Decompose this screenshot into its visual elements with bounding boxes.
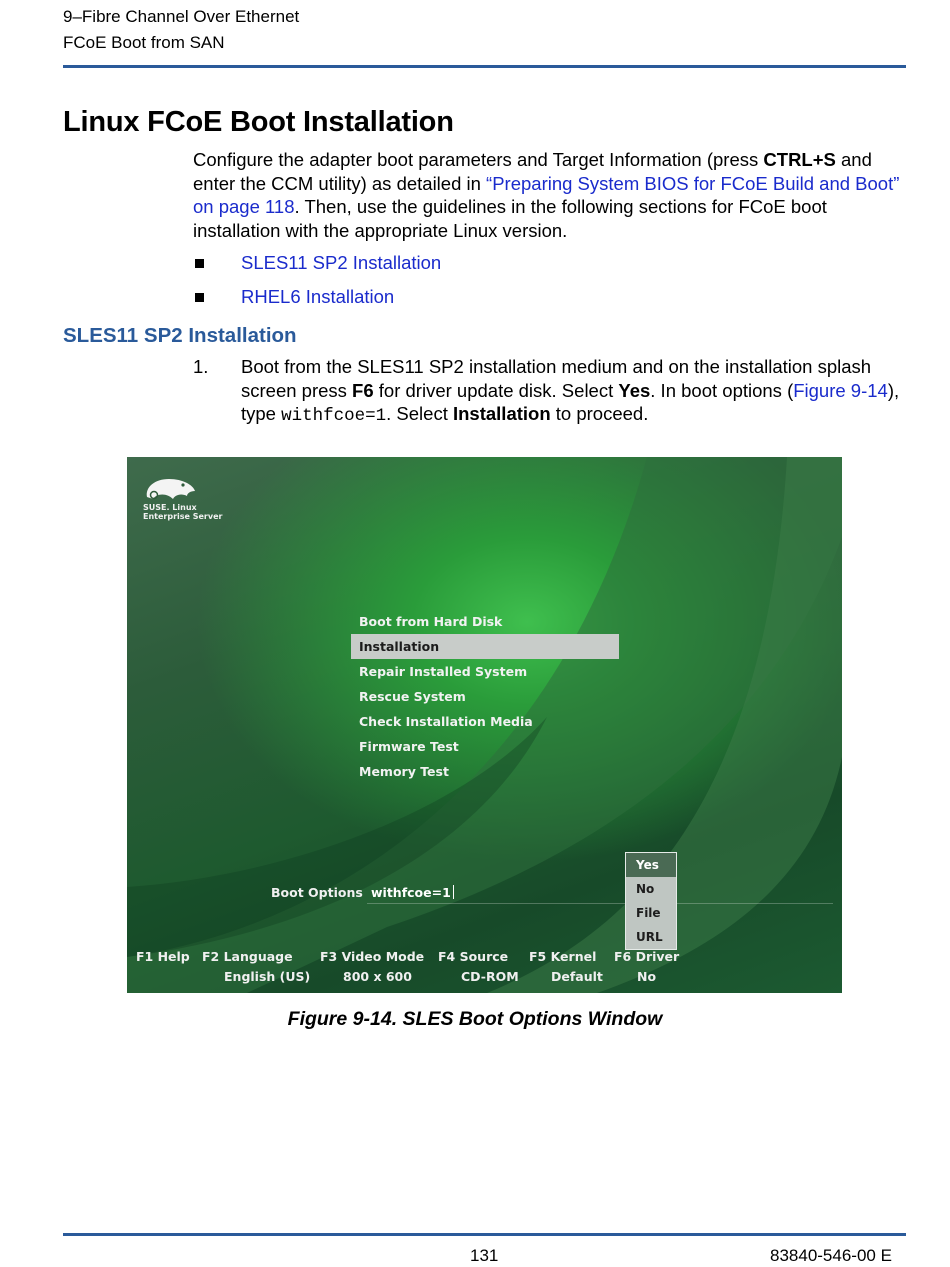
yes-term: Yes	[618, 379, 651, 401]
bullet-square-icon	[195, 293, 204, 302]
dropdown-option-url[interactable]: URL	[636, 930, 663, 944]
dropdown-option-file[interactable]: File	[636, 906, 661, 920]
step-text-run: Boot from the SLES11 SP2 installation medium and on the installation splash screen press	[241, 356, 872, 401]
step-text-run: for driver update disk. Select	[373, 379, 619, 401]
intro-text: . Then, use the guidelines in the following sections for FCoE boot installation with the appropriate Linux version.	[193, 196, 827, 241]
intro-paragraph	[193, 148, 908, 242]
step-text-run: . Select	[386, 403, 453, 424]
header-rule	[63, 65, 906, 68]
header-section: FCoE Boot from SAN	[63, 33, 225, 52]
menu-item-firmware-test[interactable]: Firmware Test	[359, 739, 459, 754]
boot-options-underline	[367, 903, 833, 904]
step-text-run: . In boot options (	[650, 379, 794, 401]
logo-line: SUSE. Linux	[143, 503, 197, 512]
footer-rule	[63, 1233, 906, 1236]
f6-driver-key[interactable]: F6 Driver	[614, 949, 680, 964]
dropdown-option-yes[interactable]: Yes	[626, 853, 676, 877]
suse-logo-text	[143, 503, 222, 521]
chameleon-logo-icon	[143, 475, 199, 503]
bullet-square-icon	[195, 259, 204, 268]
f5-kernel-value: Default	[551, 969, 603, 984]
f2-language-value: English (US)	[224, 969, 311, 984]
page-number: 131	[470, 1246, 499, 1265]
step-number: 1.	[193, 356, 209, 377]
bios-preparation-link[interactable]: “Preparing System BIOS for FCoE Build and Boot” on page 118	[193, 172, 900, 217]
f4-source-value: CD-ROM	[461, 969, 519, 984]
ctrl-s-key: CTRL+S	[763, 149, 836, 170]
intro-text: Configure the adapter boot parameters and Target Information (press	[193, 149, 764, 170]
f5-kernel-key[interactable]: F5 Kernel	[529, 949, 597, 964]
boot-menu	[351, 609, 619, 784]
section-heading: SLES11 SP2 Installation	[63, 324, 297, 347]
logo-line: Enterprise Server	[143, 512, 223, 521]
document-id: 83840-546-00 E	[770, 1246, 892, 1265]
intro-text: and enter the CCM utility) as detailed in	[193, 149, 872, 194]
menu-item-boot-hard-disk[interactable]: Boot from Hard Disk	[359, 614, 503, 629]
sles-installation-link[interactable]: SLES11 SP2 Installation	[241, 252, 442, 273]
figure-link[interactable]: Figure 9-14	[793, 379, 888, 401]
menu-item-rescue-system[interactable]: Rescue System	[359, 689, 466, 704]
f3-video-mode-key[interactable]: F3 Video Mode	[320, 949, 425, 964]
rhel-installation-link[interactable]: RHEL6 Installation	[241, 286, 395, 307]
menu-item-check-installation-media[interactable]: Check Installation Media	[359, 714, 533, 729]
step-text-run: ), type	[241, 379, 900, 424]
dropdown-option-no[interactable]: No	[636, 882, 655, 896]
step-text	[241, 355, 908, 429]
f6-driver-value: No	[637, 969, 657, 984]
header-chapter: 9–Fibre Channel Over Ethernet	[63, 7, 300, 26]
boot-options-input[interactable]: withfcoe=1	[371, 885, 454, 900]
page-title: Linux FCoE Boot Installation	[63, 106, 454, 138]
f2-language-key[interactable]: F2 Language	[202, 949, 293, 964]
installation-term: Installation	[452, 403, 551, 424]
menu-item-memory-test[interactable]: Memory Test	[359, 764, 449, 779]
menu-item-installation[interactable]: Installation	[351, 634, 619, 659]
menu-item-repair-installed-system[interactable]: Repair Installed System	[359, 664, 528, 679]
step-text-run: to proceed.	[550, 403, 649, 424]
figure-caption: Figure 9-14. SLES Boot Options Window	[287, 1008, 663, 1030]
f4-source-key[interactable]: F4 Source	[438, 949, 509, 964]
driver-dropdown	[625, 852, 677, 950]
running-header	[63, 4, 299, 56]
boot-options-label: Boot Options	[271, 885, 363, 900]
f3-video-mode-value: 800 x 600	[343, 969, 412, 984]
sles-boot-screenshot	[127, 457, 842, 993]
f1-help-key[interactable]: F1 Help	[136, 949, 190, 964]
function-key-bar	[127, 949, 842, 989]
f6-key: F6	[352, 379, 374, 401]
boot-option-code: withfcoe=1	[281, 406, 387, 426]
